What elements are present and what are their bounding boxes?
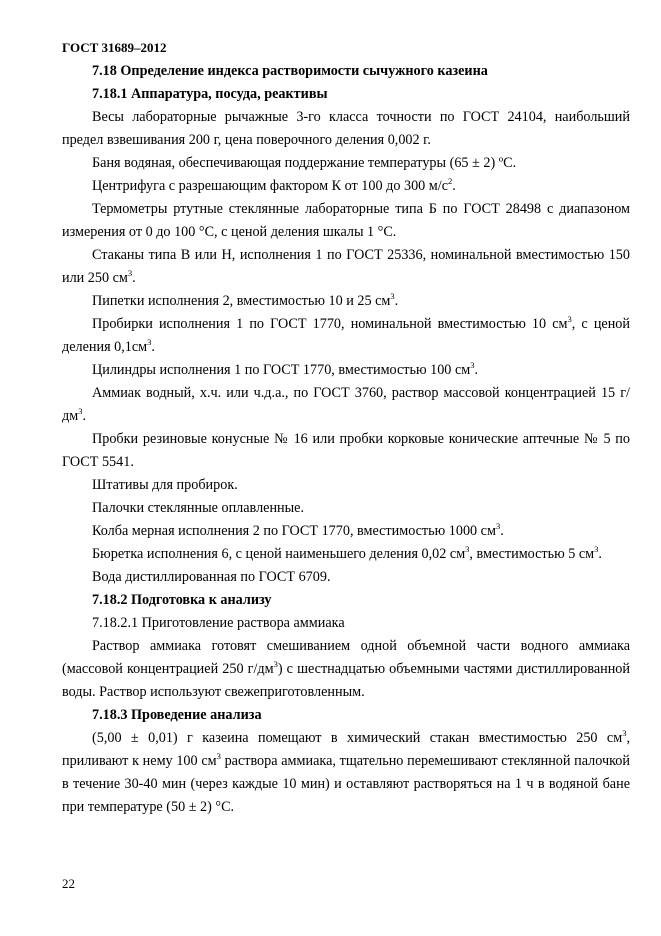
item-bath: Баня водяная, обеспечивающая поддержание температуры (65 ± 2) ºС. — [92, 155, 517, 171]
page-number: 22 — [62, 876, 75, 891]
item-burette-text-2: , вместимостью 5 см — [469, 546, 595, 562]
superscript: 3 — [390, 291, 395, 301]
procedure-text-3: раствора аммиака, тщательно перемешивают стеклянной палочкой в течение 30-40 мин (через каждые 10 мин) и оставляют растворяться на 1 ч в водяной бане при температуре (50 ± 2) °С. — [62, 753, 630, 815]
document-header: ГОСТ 31689–2012 — [62, 40, 167, 55]
item-water: Вода дистиллированная по ГОСТ 6709. — [92, 569, 331, 585]
paragraph-procedure — [62, 727, 630, 819]
subsubsection-title-ammonia: 7.18.2.1 Приготовление раствора аммиака — [92, 615, 345, 631]
item-ammonia-text: Аммиак водный, х.ч. или ч.д.а., по ГОСТ 3760, раствор массовой концентрацией 15 г/дм — [62, 385, 630, 424]
subsection-title-preparation: 7.18.2 Подготовка к анализу — [92, 592, 272, 608]
subsection-title-procedure: 7.18.3 Проведение анализа — [92, 707, 262, 723]
item-racks: Штативы для пробирок. — [92, 477, 238, 493]
item-thermometers: Термометры ртутные стеклянные лабораторные типа Б по ГОСТ 28498 с диапазоном измерения от 0 до 100 °С, с ценой деления шкалы 1 °С. — [62, 201, 630, 240]
item-tubes-text: Пробирки исполнения 1 по ГОСТ 1770, номинальной вместимостью 10 см — [92, 316, 568, 332]
item-tubes-end: . — [151, 339, 155, 355]
item-flask — [62, 520, 630, 543]
superscript: 3 — [470, 360, 475, 370]
superscript: 3 — [216, 751, 221, 761]
subsection-title-apparatus: 7.18.1 Аппаратура, посуда, реактивы — [92, 86, 328, 102]
item-tubes — [62, 313, 630, 359]
superscript: 3 — [78, 406, 83, 416]
preparation-text-2: ) с шестнадцатью объемными частями дистиллированной воды. Раствор используют свежеприготовленным. — [62, 661, 630, 700]
item-pipettes-end: . — [394, 293, 399, 309]
section-title: 7.18 Определение индекса растворимости сычужного казеина — [92, 63, 488, 79]
superscript: 3 — [495, 521, 501, 531]
item-scales: Весы лабораторные рычажные 3-го класса точности по ГОСТ 24104, наибольший предел взвешивания 200 г, цена поверочного деления 0,002 г. — [62, 109, 630, 148]
superscript: 3 — [465, 544, 470, 554]
item-centrifuge-end: . — [452, 178, 456, 194]
item-ammonia-end: . — [82, 408, 86, 424]
item-ammonia — [62, 382, 630, 428]
item-beakers — [62, 244, 630, 290]
superscript: 3 — [567, 314, 572, 324]
item-centrifuge — [62, 175, 630, 198]
procedure-text-2: , приливают к нему 100 см — [62, 730, 630, 769]
preparation-text: Раствор аммиака готовят смешиванием одной объемной части водного аммиака (массовой концентрацией 250 г/дм — [62, 638, 630, 677]
item-beakers-end: . — [132, 270, 136, 286]
item-cylinders — [62, 359, 630, 382]
item-burette — [62, 543, 630, 566]
item-stoppers: Пробки резиновые конусные № 16 или пробки корковые конические аптечные № 5 по ГОСТ 5541. — [62, 431, 630, 470]
item-flask-text: Колба мерная исполнения 2 по ГОСТ 1770, вместимостью 1000 см — [92, 523, 496, 539]
superscript: 3 — [127, 268, 133, 278]
procedure-text: (5,00 ± 0,01) г казеина помещают в химический стакан вместимостью 250 см — [92, 730, 623, 746]
item-beakers-text: Стаканы типа В или Н, исполнения 1 по ГОСТ 25336, номинальной вместимостью 150 или 250 см — [62, 247, 630, 286]
page-body — [62, 60, 630, 819]
item-burette-end: . — [598, 546, 602, 562]
superscript: 3 — [147, 337, 152, 347]
superscript: 2 — [448, 176, 453, 186]
item-centrifuge-text: Центрифуга с разрешающим фактором К от 100 до 300 м/с — [92, 178, 449, 194]
item-tubes-text-2: , с ценой деления 0,1см — [62, 316, 630, 355]
superscript: 3 — [622, 728, 627, 738]
superscript: 3 — [273, 659, 278, 669]
item-cylinders-end: . — [474, 362, 479, 378]
superscript: 3 — [594, 544, 599, 554]
item-pipettes — [62, 290, 630, 313]
item-rods: Палочки стеклянные оплавленные. — [92, 500, 305, 516]
item-pipettes-text: Пипетки исполнения 2, вместимостью 10 и 25 см — [92, 293, 391, 309]
paragraph-preparation — [62, 635, 630, 704]
item-flask-end: . — [500, 523, 504, 539]
item-cylinders-text: Цилиндры исполнения 1 по ГОСТ 1770, вместимостью 100 см — [92, 362, 471, 378]
item-burette-text: Бюретка исполнения 6, с ценой наименьшего деления 0,02 см — [92, 546, 466, 562]
